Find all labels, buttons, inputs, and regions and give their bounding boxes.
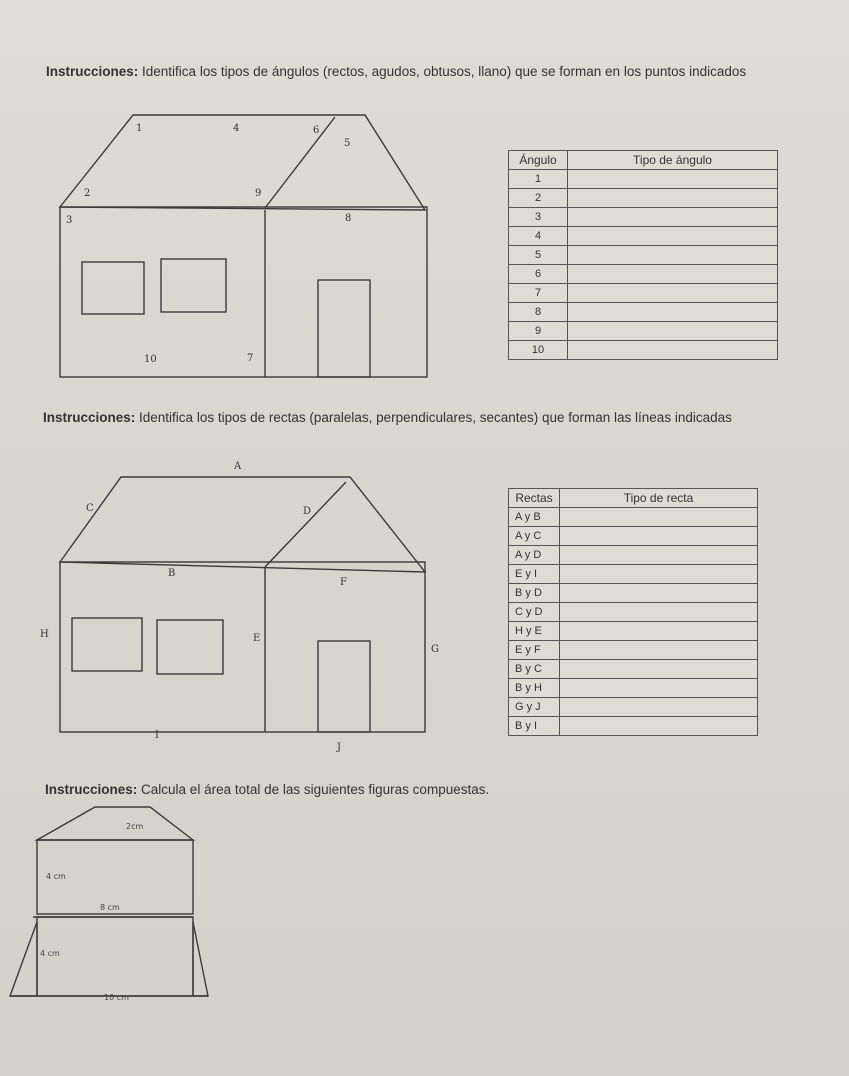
lines-cell: A y D (509, 546, 560, 565)
dimension-label-base: 10 cm (104, 993, 129, 1002)
angle-label-1: 1 (136, 123, 143, 134)
angle-cell: 3 (509, 208, 568, 227)
angle-label-10: 10 (144, 354, 157, 365)
lines-cell: E y I (509, 565, 560, 584)
line-label-F: F (340, 577, 347, 588)
line-label-B: B (168, 568, 176, 579)
angle-cell: 5 (509, 246, 568, 265)
line-label-C: C (86, 503, 94, 514)
line-label-E: E (253, 633, 261, 644)
lines-cell: H y E (509, 622, 560, 641)
instructions-text: Calcula el área total de las siguientes figuras compuestas. (137, 782, 490, 797)
line-label-J: J (337, 742, 342, 753)
dimension-label-upper-height: 4 cm (46, 872, 66, 881)
angle-label-8: 8 (345, 213, 352, 224)
lines-cell: A y C (509, 527, 560, 546)
lines-cell: B y I (509, 717, 560, 736)
dimension-label-lower-height: 4 cm (40, 949, 60, 958)
lines-table-header-type: Tipo de recta (560, 489, 758, 508)
lines-cell: B y C (509, 660, 560, 679)
line-label-A: A (234, 461, 242, 472)
angle-label-9: 9 (255, 188, 262, 199)
angle-label-7: 7 (247, 353, 254, 364)
instructions-bold: Instrucciones: (46, 64, 139, 79)
instructions-bold: Instrucciones: (45, 782, 138, 797)
angle-cell: 10 (509, 341, 568, 360)
lines-cell: A y B (509, 508, 560, 527)
lines-cell: G y J (509, 698, 560, 717)
instructions-text: Identifica los tipos de ángulos (rectos, agudos, obtusos, llano) que se forman en los puntos indicados (138, 64, 747, 79)
lines-cell: B y H (509, 679, 560, 698)
instructions-text: Identifica los tipos de rectas (paralelas, perpendiculares, secantes) que forman las líneas indicadas (135, 410, 732, 425)
angle-label-5: 5 (344, 138, 351, 149)
instructions-bold: Instrucciones: (43, 410, 136, 425)
angle-cell: 9 (509, 322, 568, 341)
lines-cell: B y D (509, 584, 560, 603)
angle-label-2: 2 (84, 188, 91, 199)
angle-cell: 1 (509, 170, 568, 189)
lines-cell: E y F (509, 641, 560, 660)
lines-cell: C y D (509, 603, 560, 622)
angle-cell: 2 (509, 189, 568, 208)
angle-cell: 7 (509, 284, 568, 303)
line-label-H: H (40, 629, 49, 640)
angle-label-3: 3 (66, 215, 73, 226)
line-label-G: G (431, 644, 439, 655)
angle-cell: 4 (509, 227, 568, 246)
angle-label-6: 6 (313, 125, 320, 136)
angles-table-header-type: Tipo de ángulo (568, 151, 778, 170)
line-label-I: I (155, 730, 159, 741)
line-label-D: D (303, 506, 312, 517)
angle-cell: 6 (509, 265, 568, 284)
lines-table-header-lines: Rectas (509, 489, 560, 508)
dimension-label-width-top: 8 cm (100, 903, 120, 912)
angles-table-header-angle: Ángulo (509, 151, 568, 170)
dimension-label-roof: 2cm (126, 822, 144, 831)
angle-label-4: 4 (233, 123, 240, 134)
angle-cell: 8 (509, 303, 568, 322)
